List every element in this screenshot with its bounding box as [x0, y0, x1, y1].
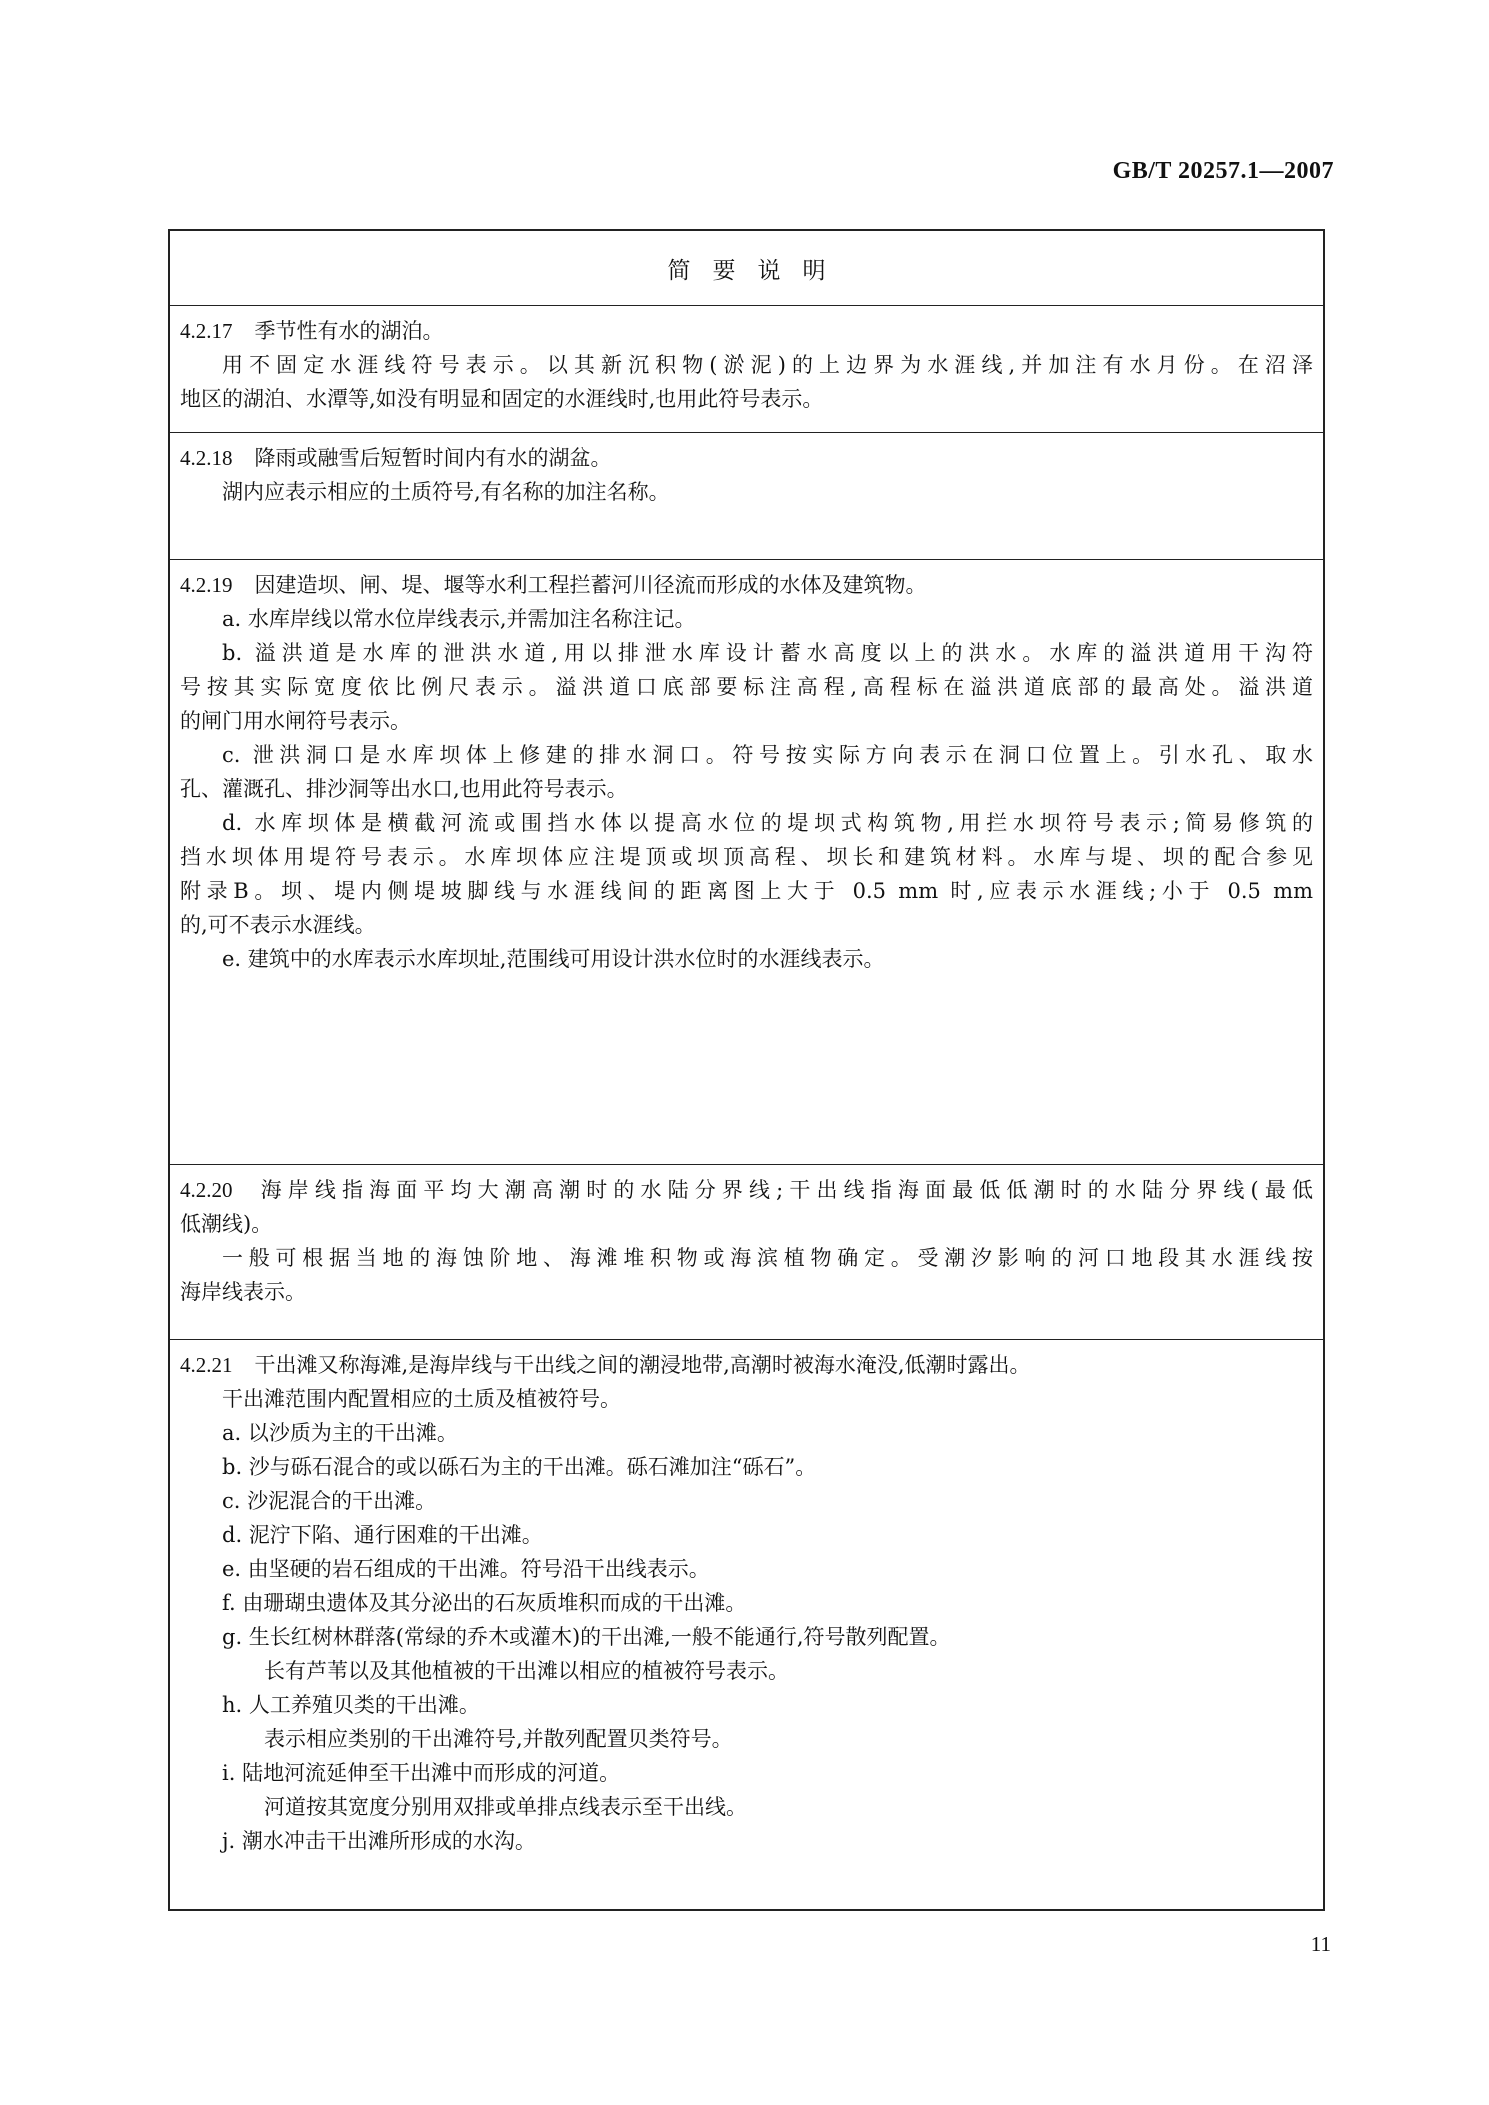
- section-title: 海岸线指海面平均大潮高潮时的水陆分界线;干出线指海面最低低潮时的水陆分界线(最低: [254, 1178, 1313, 1202]
- text-line: 附录B。坝、堤内侧堤坡脚线与水涯线间的距离图上大于 0.5 mm 时,应表示水涯线;小于 0.5 mm: [180, 879, 1313, 903]
- section-heading: [180, 314, 1313, 348]
- list-item-j: j. 潮水冲击干出滩所形成的水沟。: [222, 1829, 536, 1853]
- section-number: 4.2.20: [180, 1178, 233, 1202]
- section-heading: [180, 1348, 1313, 1382]
- page-number: 11: [1310, 1932, 1331, 1956]
- text-line: 的闸门用水闸符号表示。: [180, 709, 411, 733]
- text-line: 用不固定水涯线符号表示。以其新沉积物(淤泥)的上边界为水涯线,并加注有水月份。在沼泽: [222, 353, 1313, 377]
- list-item-d: d. 水库坝体是横截河流或围挡水体以提高水位的堤坝式构筑物,用拦水坝符号表示;简易修筑的: [222, 811, 1313, 835]
- text-line: 河道按其宽度分别用双排或单排点线表示至干出线。: [264, 1795, 747, 1819]
- list-item-a: a. 水库岸线以常水位岸线表示,并需加注名称注记。: [222, 607, 696, 631]
- section-number: 4.2.18: [180, 446, 233, 470]
- text-line: 地区的湖泊、水潭等,如没有明显和固定的水涯线时,也用此符号表示。: [180, 387, 824, 411]
- list-item-e: e. 由坚硬的岩石组成的干出滩。符号沿干出线表示。: [222, 1557, 710, 1581]
- list-item-h: h. 人工养殖贝类的干出滩。: [222, 1693, 480, 1717]
- list-item-c: c. 泄洪洞口是水库坝体上修建的排水洞口。符号按实际方向表示在洞口位置上。引水孔、取水: [222, 743, 1313, 767]
- text-line: 的,可不表示水涯线。: [180, 913, 376, 937]
- list-item-b: b. 溢洪道是水库的泄洪水道,用以排泄水库设计蓄水高度以上的洪水。水库的溢洪道用干沟符: [222, 641, 1313, 665]
- section-title: 因建造坝、闸、堤、堰等水利工程拦蓄河川径流而形成的水体及建筑物。: [254, 573, 927, 597]
- text-line: 海岸线表示。: [180, 1280, 306, 1304]
- section-4-2-17: [170, 306, 1323, 433]
- list-item-d: d. 泥泞下陷、通行困难的干出滩。: [222, 1523, 543, 1547]
- section-4-2-19: [170, 560, 1323, 1165]
- text-line: 表示相应类别的干出滩符号,并散列配置贝类符号。: [264, 1727, 733, 1751]
- list-item-e: e. 建筑中的水库表示水库坝址,范围线可用设计洪水位时的水涯线表示。: [222, 947, 885, 971]
- text-line: 一般可根据当地的海蚀阶地、海滩堆积物或海滨植物确定。受潮汐影响的河口地段其水涯线按: [222, 1246, 1313, 1270]
- section-number: 4.2.17: [180, 319, 233, 343]
- text-line: 低潮线)。: [180, 1212, 273, 1236]
- section-4-2-21: [170, 1340, 1323, 1909]
- section-heading: [180, 568, 1313, 602]
- text-line: 干出滩范围内配置相应的土质及植被符号。: [222, 1387, 621, 1411]
- list-item-f: f. 由珊瑚虫遗体及其分泌出的石灰质堆积而成的干出滩。: [222, 1591, 747, 1615]
- section-4-2-18: [170, 433, 1323, 560]
- section-title: 干出滩又称海滩,是海岸线与干出线之间的潮浸地带,高潮时被海水淹没,低潮时露出。: [254, 1353, 1031, 1377]
- text-line: 湖内应表示相应的土质符号,有名称的加注名称。: [222, 480, 670, 504]
- text-line: 挡水坝体用堤符号表示。水库坝体应注堤顶或坝顶高程、坝长和建筑材料。水库与堤、坝的配合参见: [180, 845, 1313, 869]
- section-heading: [180, 1173, 1313, 1207]
- section-heading: [180, 441, 1313, 475]
- list-item-a: a. 以沙质为主的干出滩。: [222, 1421, 458, 1445]
- document-code: GB/T 20257.1—2007: [1112, 158, 1334, 184]
- section-title: 季节性有水的湖泊。: [254, 319, 444, 343]
- section-4-2-20: [170, 1165, 1323, 1340]
- section-number: 4.2.19: [180, 573, 233, 597]
- table-header: 简要说明: [170, 231, 1323, 306]
- text-line: 长有芦苇以及其他植被的干出滩以相应的植被符号表示。: [264, 1659, 789, 1683]
- list-item-g: g. 生长红树林群落(常绿的乔木或灌木)的干出滩,一般不能通行,符号散列配置。: [222, 1625, 951, 1649]
- list-item-b: b. 沙与砾石混合的或以砾石为主的干出滩。砾石滩加注“砾石”。: [222, 1455, 817, 1479]
- text-line: 孔、灌溉孔、排沙洞等出水口,也用此符号表示。: [180, 777, 628, 801]
- section-number: 4.2.21: [180, 1353, 233, 1377]
- list-item-i: i. 陆地河流延伸至干出滩中而形成的河道。: [222, 1761, 621, 1785]
- description-table: [168, 229, 1325, 1911]
- section-title: 降雨或融雪后短暂时间内有水的湖盆。: [254, 446, 612, 470]
- list-item-c: c. 沙泥混合的干出滩。: [222, 1489, 437, 1513]
- text-line: 号按其实际宽度依比例尺表示。溢洪道口底部要标注高程,高程标在溢洪道底部的最高处。溢洪道: [180, 675, 1313, 699]
